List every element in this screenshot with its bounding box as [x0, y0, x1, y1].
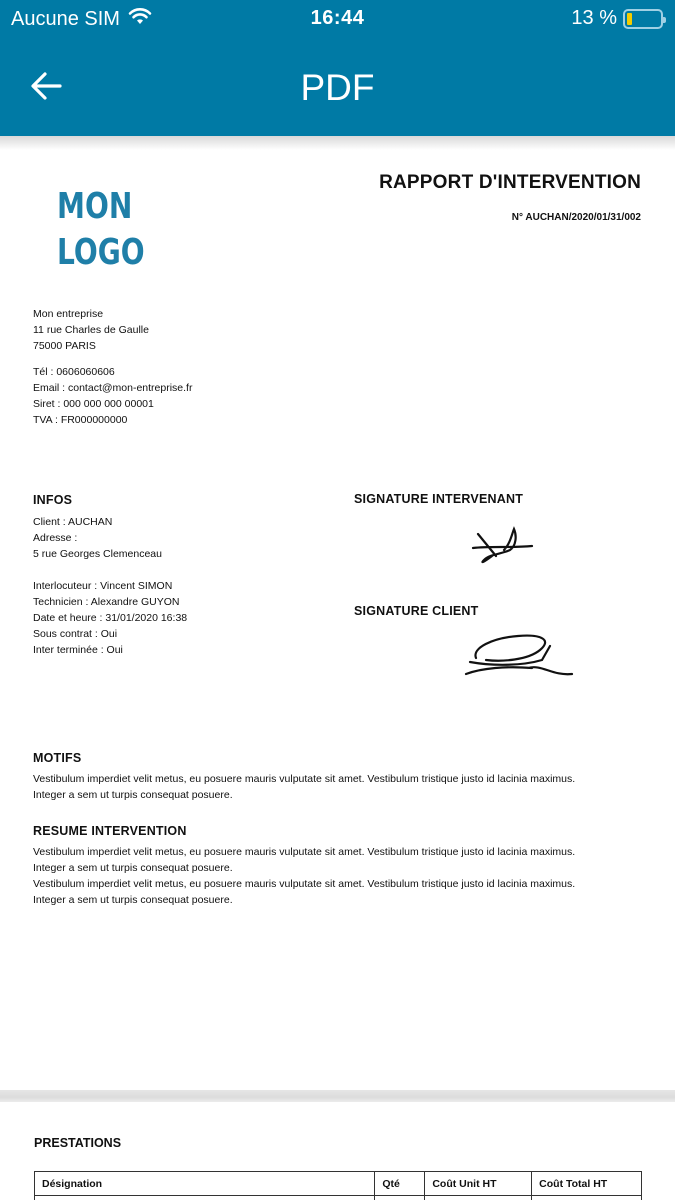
resume-block [33, 823, 643, 908]
company-siret: Siret : 000 000 000 00001 [33, 398, 154, 410]
arrow-left-icon [28, 68, 64, 104]
col-cout-total: Coût Total HT [532, 1172, 642, 1196]
resume-line: Integer a sem ut turpis consequat posuere. [33, 862, 233, 874]
info-sous-contrat: Sous contrat : Oui [33, 628, 118, 640]
company-block [33, 306, 192, 428]
appbar-shadow [0, 136, 675, 150]
company-name: Mon entreprise [33, 308, 104, 320]
col-qte: Qté [375, 1172, 425, 1196]
info-interlocuteur: Interlocuteur : Vincent SIMON [33, 580, 173, 592]
carrier-label: Aucune SIM [11, 7, 120, 30]
signature-client-image [462, 630, 577, 680]
signature-intervenant-label: SIGNATURE INTERVENANT [354, 492, 524, 506]
battery-icon [623, 9, 663, 29]
info-date: Date et heure : 31/01/2020 16:38 [33, 612, 188, 624]
resume-line: Vestibulum imperdiet velit metus, eu posuere mauris vulputate sit amet. Vestibulum tristique justo id lacinia maximus. [33, 878, 576, 890]
table-row [35, 1196, 642, 1200]
motifs-line: Vestibulum imperdiet velit metus, eu posuere mauris vulputate sit amet. Vestibulum tristique justo id lacinia maximus. [33, 773, 576, 785]
info-adresse: 5 rue Georges Clemenceau [33, 548, 162, 560]
status-bar [0, 0, 675, 38]
resume-line: Vestibulum imperdiet velit metus, eu posuere mauris vulputate sit amet. Vestibulum tristique justo id lacinia maximus. [33, 846, 576, 858]
motifs-heading: MOTIFS [33, 751, 82, 765]
battery-group [571, 7, 663, 30]
company-logo [57, 184, 145, 276]
company-phone: Tél : 0606060606 [33, 366, 115, 378]
info-inter-terminee: Inter terminée : Oui [33, 644, 123, 656]
prestations-heading: PRESTATIONS [34, 1136, 122, 1150]
page-title: PDF [300, 67, 375, 108]
company-email: Email : contact@mon-entreprise.fr [33, 382, 193, 394]
back-button[interactable] [28, 68, 76, 108]
signature-client-label: SIGNATURE CLIENT [354, 604, 479, 618]
battery-percent: 13 % [571, 7, 617, 29]
wifi-icon [128, 7, 152, 31]
app-bar [0, 0, 675, 136]
nav-bar [0, 38, 675, 136]
page-separator [0, 1090, 675, 1102]
prestations-table [34, 1171, 642, 1200]
carrier-group [11, 7, 152, 31]
info-client: Client : AUCHAN [33, 516, 113, 528]
motifs-block [33, 750, 643, 803]
infos-heading: INFOS [33, 493, 73, 507]
col-designation: Désignation [35, 1172, 375, 1196]
company-city: 75000 PARIS [33, 340, 96, 352]
clock: 16:44 [310, 7, 365, 29]
logo-line-2: LOGO [57, 232, 145, 273]
company-address: 11 rue Charles de Gaulle [33, 324, 149, 336]
resume-heading: RESUME INTERVENTION [33, 824, 187, 838]
report-reference: N° AUCHAN/2020/01/31/002 [511, 212, 641, 223]
motifs-line: Integer a sem ut turpis consequat posuere. [33, 789, 233, 801]
signature-intervenant-image [470, 526, 540, 566]
infos-block [33, 492, 187, 658]
resume-line: Integer a sem ut turpis consequat posuere. [33, 894, 233, 906]
report-title: RAPPORT D'INTERVENTION [379, 172, 641, 193]
col-cout-unit: Coût Unit HT [425, 1172, 532, 1196]
info-technicien: Technicien : Alexandre GUYON [33, 596, 180, 608]
company-tva: TVA : FR000000000 [33, 414, 128, 426]
info-adresse-label: Adresse : [33, 532, 78, 544]
logo-line-1: MON [57, 186, 133, 227]
